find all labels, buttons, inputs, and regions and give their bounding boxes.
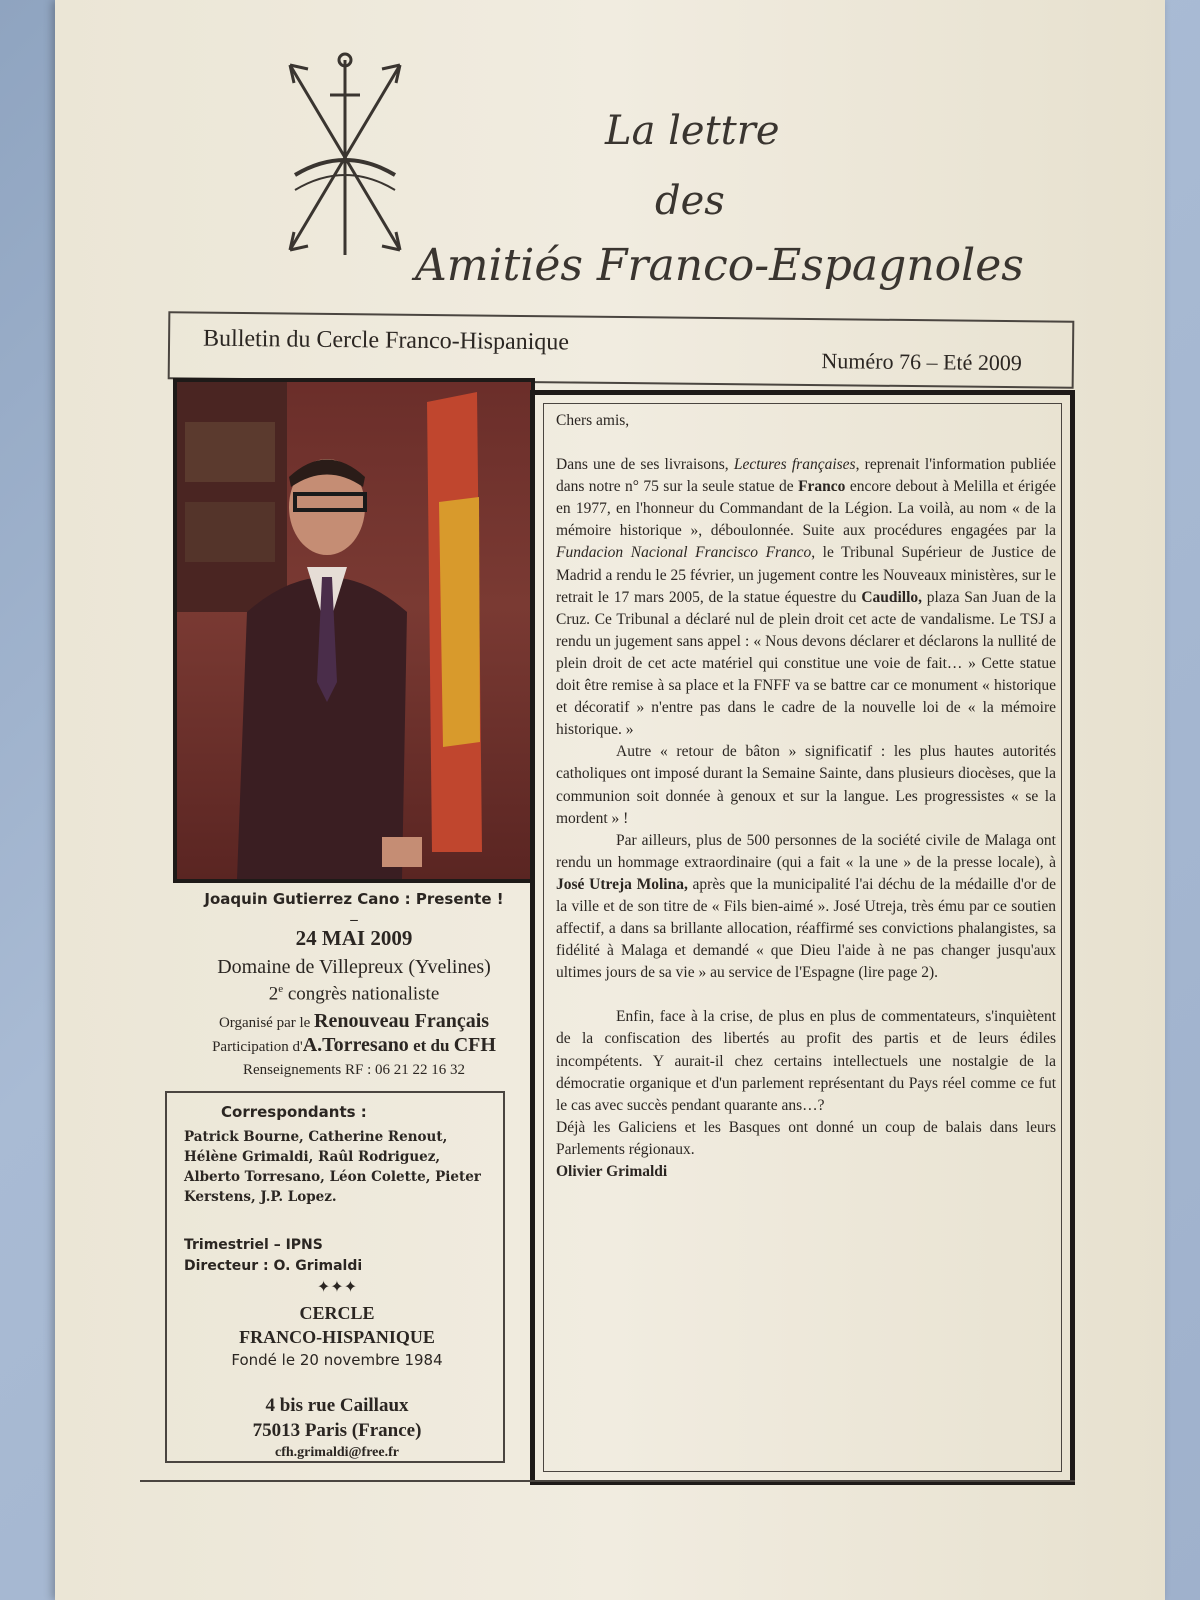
letter-paragraph-5: Déjà les Galiciens et les Basques ont donné un coup de balais dans leurs Parlements régionaux. <box>556 1118 1056 1158</box>
letter-paragraph-3: Par ailleurs, plus de 500 personnes de la société civile de Malaga ont rendu un hommage extraordinaire (qui a fait « la une » de la presse locale), à José Utreja Molina, après que la municipalité l'ai déchu de la médaille d'or de la ville et de son titre de « Fils bien-aimé ». José Utreja, très ému par ce soutien affectif, a dans sa brillante allocation, réaffirmé ses convictions phalangistes, sa fidélité à Malaga et demandé « que Dieu l'aide à ne pas changer jusqu'aux ultimes jours de sa vie » au service de l'Espagne (lire page 2). <box>556 831 1056 982</box>
yoke-and-arrows-emblem-icon <box>280 50 410 270</box>
event-congress: 2e congrès nationaliste <box>268 983 440 1005</box>
event-contact: Renseignements RF : 06 21 22 16 32 <box>242 1062 466 1078</box>
letter-paragraph-1: Dans une de ses livraisons, Lectures françaises, reprenait l'information publiée dans notre n° 75 sur la seule statue de Franco encore debout à Melilla et érigée en 1977, en l'honneur du Commandant de la Légion. La voilà, au nom « de la mémoire historique », déboulonnée. Suite aux procédures engagées par la Fundacion Nacional Francisco Franco, le Tribunal Supérieur de Justice de Madrid a rendu le 25 février, un jugement contre les Nouveaux ministères, sur le retrait le 17 mars 2005, de la statue équestre du Caudillo, plaza San Juan de la Cruz. Ce Tribunal a déclaré nul de plein droit cet acte de vandalisme. Le TSJ a rendu un jugement sans appel : « Nous devons déclarer et déclarons la nullité de plein droit de cet acte matériel qui constitue une voie de fait… » Cette statue doit être remise à sa place et la FNFF va se battre car ce monument « historique et décoratif » n'entre pas dans le cadre de la nouvelle loi de « la mémoire historique. » <box>556 456 1056 739</box>
issue-number: Numéro 76 – Eté 2009 <box>821 348 1023 376</box>
postal-address: 4 bis rue Caillaux 75013 Paris (France) <box>252 1395 422 1441</box>
star-divider-icon: ✦✦✦ <box>316 1279 358 1296</box>
left-column <box>173 378 535 1468</box>
photo-caption: Joaquin Gutierrez Cano : Presente ! <box>204 890 504 908</box>
portrait-illustration-icon <box>177 382 531 879</box>
email-address: cfh.grimaldi@free.fr <box>275 1445 399 1460</box>
bulletin-title: Bulletin du Cercle Franco-Hispanique <box>202 325 570 356</box>
event-venue: Domaine de Villepreux (Yvelines) <box>217 956 491 978</box>
publication-info: Trimestriel – IPNS Directeur : O. Grimaldi <box>184 1237 363 1274</box>
event-date: 24 MAI 2009 <box>295 926 413 950</box>
editorial-letter <box>556 410 1056 1183</box>
masthead-line-3: Amitiés Franco-Espagnoles <box>415 240 1024 291</box>
letter-signature: Olivier Grimaldi <box>556 1163 668 1180</box>
correspondents-list: Patrick Bourne, Catherine Renout, Hélène Grimaldi, Raûl Rodriguez, Alberto Torresano, Léon Colette, Pieter Kerstens, J.P. Lopez. <box>184 1129 481 1205</box>
letter-frame <box>530 390 1075 1485</box>
letter-paragraph-2: Autre « retour de bâton » significatif : les plus hautes autorités catholiques ont imposé durant la Semaine Sainte, dans plusieurs diocèses, que la communion soit donnée à genoux et sur la langue. Les progressistes « se la mordent » ! <box>556 743 1056 827</box>
caption-dash: – <box>350 912 358 928</box>
founded-date: Fondé le 20 novembre 1984 <box>231 1351 443 1369</box>
correspondents-box <box>165 1091 505 1463</box>
correspondents-heading: Correspondants : <box>221 1103 367 1121</box>
letter-greeting: Chers amis, <box>556 412 630 429</box>
bottom-rule <box>140 1480 1075 1482</box>
portrait-photo <box>173 378 535 883</box>
event-participation: Participation d'A.Torresano et du CFH <box>212 1034 496 1056</box>
masthead-line-1: La lettre <box>605 108 780 154</box>
letter-paragraph-4: Enfin, face à la crise, de plus en plus de commentateurs, s'inquiètent de la confiscation des libertés au profit des partis et de leurs édiles incompétents. Y aurait-il chez certains intellectuels une nostalgie de la démocratie organique et d'un parlement représentant du Pays réel comme ce fut le cas avec succès pendant quarante ans…? <box>556 1008 1056 1114</box>
event-organizer: Organisé par le Renouveau Français <box>218 1010 490 1032</box>
masthead-line-2: des <box>655 178 725 224</box>
cercle-name: CERCLE FRANCO-HISPANIQUE <box>239 1303 435 1347</box>
